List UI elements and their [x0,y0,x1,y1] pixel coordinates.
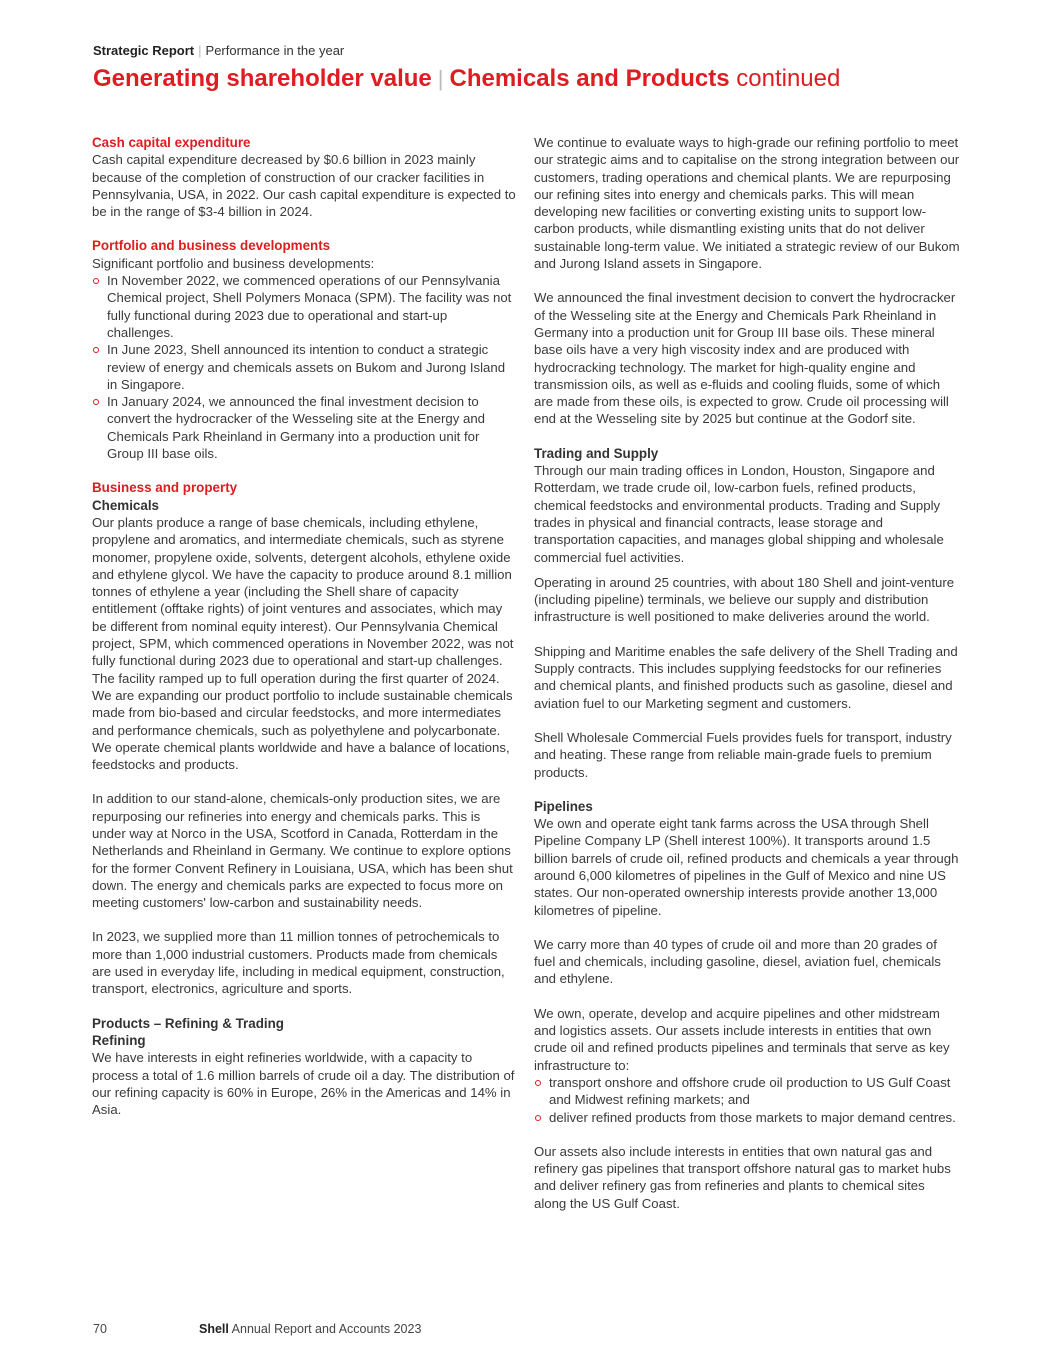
trading-paragraph-1: Through our main trading offices in London, Houston, Singapore and Rotterdam, we trade crude oil, low-carbon fuels, refined products, chemical feedstocks and environmental products. Trading and Supply trades in physical and financial contracts, lease storage and transportation capacities, and manages global shipping and wholesale commercial fuel activities. [534,463,944,565]
title-main: Generating shareholder value [93,65,432,92]
footer-brand: Shell [199,1322,229,1336]
left-column [92,134,516,1118]
refining-heading: Refining [92,1032,146,1048]
pipelines-paragraph-3: We own, operate, develop and acquire pipelines and other midstream and logistics assets. Our assets include interests in entities that own crude oil and refined products pipelines and terminals that serve as key infrastructure to: [534,1005,950,1073]
breadcrumb [93,42,1008,60]
refining-paragraph-3: We announced the final investment decision to convert the hydrocracker of the Wesseling site at the Energy and Chemicals Park Rheinland in Germany into a production unit for Group III base oils. These mineral base oils have a very high viscosity index and are produced with hydrocracking technology. The market for high-quality engine and transmission oils, as well as e-fluids and cooling fluids, some of which are made from these oils, is expected to grow. Crude oil processing will end at the Wesseling site by 2025 but continue at the Godorf site. [534,290,956,427]
pipelines-paragraph-4: Our assets also include interests in entities that own natural gas and refinery gas pipelines that transport offshore natural gas to market hubs and deliver refinery gas from refineries and plants to chemical sites along the US Gulf Coast. [534,1143,951,1211]
portfolio-heading: Portfolio and business developments [92,238,331,254]
right-column [534,134,960,1212]
title-separator: | [437,66,444,91]
list-item: In November 2022, we commenced operations of our Pennsylvania Chemical project, Shell Polymers Monaca (SPM). The facility was not fully functional during 2023 due to operational and start-up challenges. [92,272,516,341]
trading-paragraph-2: Operating in around 25 countries, with about 180 Shell and joint-venture (including pipeline) terminals, we believe our supply and distribution infrastructure is well positioned to make deliveries around the world. [534,574,955,625]
trading-paragraph-3: Shipping and Maritime enables the safe delivery of the Shell Trading and Supply contracts. This includes supplying feedstocks for our refineries and chemical plants, and finished products such as gasoline, diesel and aviation fuel to our Marketing segment and customers. [534,643,958,711]
capex-heading: Cash capital expenditure [92,135,251,150]
breadcrumb-separator: | [198,43,202,58]
portfolio-list [92,272,516,462]
chemicals-paragraph-3: In 2023, we supplied more than 11 million tonnes of petrochemicals to more than 1,000 industrial customers. Products made from chemicals are used in everyday life, including in medical equipment, construction, transport, electronics, agriculture and sports. [92,929,505,997]
chemicals-paragraph-2: In addition to our stand-alone, chemicals-only production sites, we are repurposing our refineries into energy and chemicals parks. This is under way at Norco in the USA, Scotford in Canada, Rotterdam in the Netherlands and Rheinland in Germany. We continue to explore options for the former Convent Refinery in Louisiana, USA, which has been shut down. The energy and chemicals parks are expected to focus more on meeting customers' low-carbon and sustainability needs. [92,791,513,911]
pipelines-heading: Pipelines [534,798,593,814]
page-number: 70 [93,1322,107,1336]
pipelines-list [534,1074,960,1126]
refining-paragraph-2: We continue to evaluate ways to high-grade our refining portfolio to meet our strategic aims and to capitalise on the strong integration between our customers, trading operations and chemical plants. We are repurposing our refining sites into energy and chemicals parks. This will mean developing new facilities or converting existing units to support low-carbon products, while dismantling existing units that do not deliver sustainable long-term value. We initiated a strategic review of our Bukom and Jurong Island assets in Singapore. [534,135,960,272]
pipelines-paragraph-1: We own and operate eight tank farms across the USA through Shell Pipeline Company LP (Shell interest 100%). It transports around 1.5 billion barrels of crude oil, refined products and chemicals a year through around 6,000 kilometres of pipelines in the Gulf of Mexico and nine US states. Our non-operated ownership interests provide another 13,000 kilometres of pipeline. [534,816,959,918]
business-heading: Business and property [92,480,238,496]
breadcrumb-subsection: Performance in the year [205,43,345,58]
capex-paragraph: Cash capital expenditure decreased by $0.6 billion in 2023 mainly because of the completion of construction of our cracker facilities in Pennsylvania, USA, in 2022. Our cash capital expenditure is expected to be in the range of $3-4 billion in 2024. [92,152,516,220]
breadcrumb-section: Strategic Report [93,43,195,58]
footer-report-title: Annual Report and Accounts 2023 [231,1322,422,1336]
list-item: transport onshore and offshore crude oil production to US Gulf Coast and Midwest refining markets; and [534,1074,960,1109]
title-continued: continued [736,65,841,92]
title-sub: Chemicals and Products [449,65,730,92]
products-heading: Products – Refining & Trading [92,1015,284,1031]
page-header [93,42,1008,94]
portfolio-intro: Significant portfolio and business developments: [92,255,375,271]
list-item: deliver refined products from those markets to major demand centres. [534,1109,960,1126]
chemicals-heading: Chemicals [92,497,159,513]
chemicals-paragraph-1: Our plants produce a range of base chemicals, including ethylene, propylene and aromatics, and intermediate chemicals, such as styrene monomer, propylene oxide, solvents, detergent alcohols, ethylene oxide and ethylene glycol. We have the capacity to produce around 8.1 million tonnes of ethylene a year (including the Shell share of capacity entitlement (offtake rights) of joint ventures and associates, which may be different from nominal equity interest). Our Pennsylvania Chemical project, SPM, which commenced operations in November 2022, was not fully functional during 2023 due to operational and start-up challenges. The facility ramped up to full operation during the first quarter of 2024. We are expanding our product portfolio to include sustainable chemicals made from bio-based and circular feedstocks, and more intermediates and performance chemicals, such as polyethylene and polycarbonate. We operate chemical plants worldwide and have a balance of locations, feedstocks and products. [92,514,514,773]
pipelines-paragraph-2: We carry more than 40 types of crude oil and more than 20 grades of fuel and chemicals, including gasoline, diesel, aviation fuel, chemicals and ethylene. [534,936,941,987]
list-item: In January 2024, we announced the final investment decision to convert the hydrocracker of the Wesseling site at the Energy and Chemicals Park Rheinland in Germany into a production unit for Group III base oils. [92,393,516,462]
page-title [93,64,1008,94]
list-item: In June 2023, Shell announced its intention to conduct a strategic review of energy and chemicals assets on Bukom and Jurong Island in Singapore. [92,341,516,393]
refining-paragraph-1: We have interests in eight refineries worldwide, with a capacity to process a total of 1.6 million barrels of crude oil a day. The distribution of our refining capacity is 60% in Europe, 26% in the Americas and 14% in Asia. [92,1050,515,1118]
page-footer [93,1322,421,1336]
trading-heading: Trading and Supply [534,445,659,461]
trading-paragraph-4: Shell Wholesale Commercial Fuels provides fuels for transport, industry and heating. These range from reliable main-grade fuels to premium products. [534,729,952,780]
